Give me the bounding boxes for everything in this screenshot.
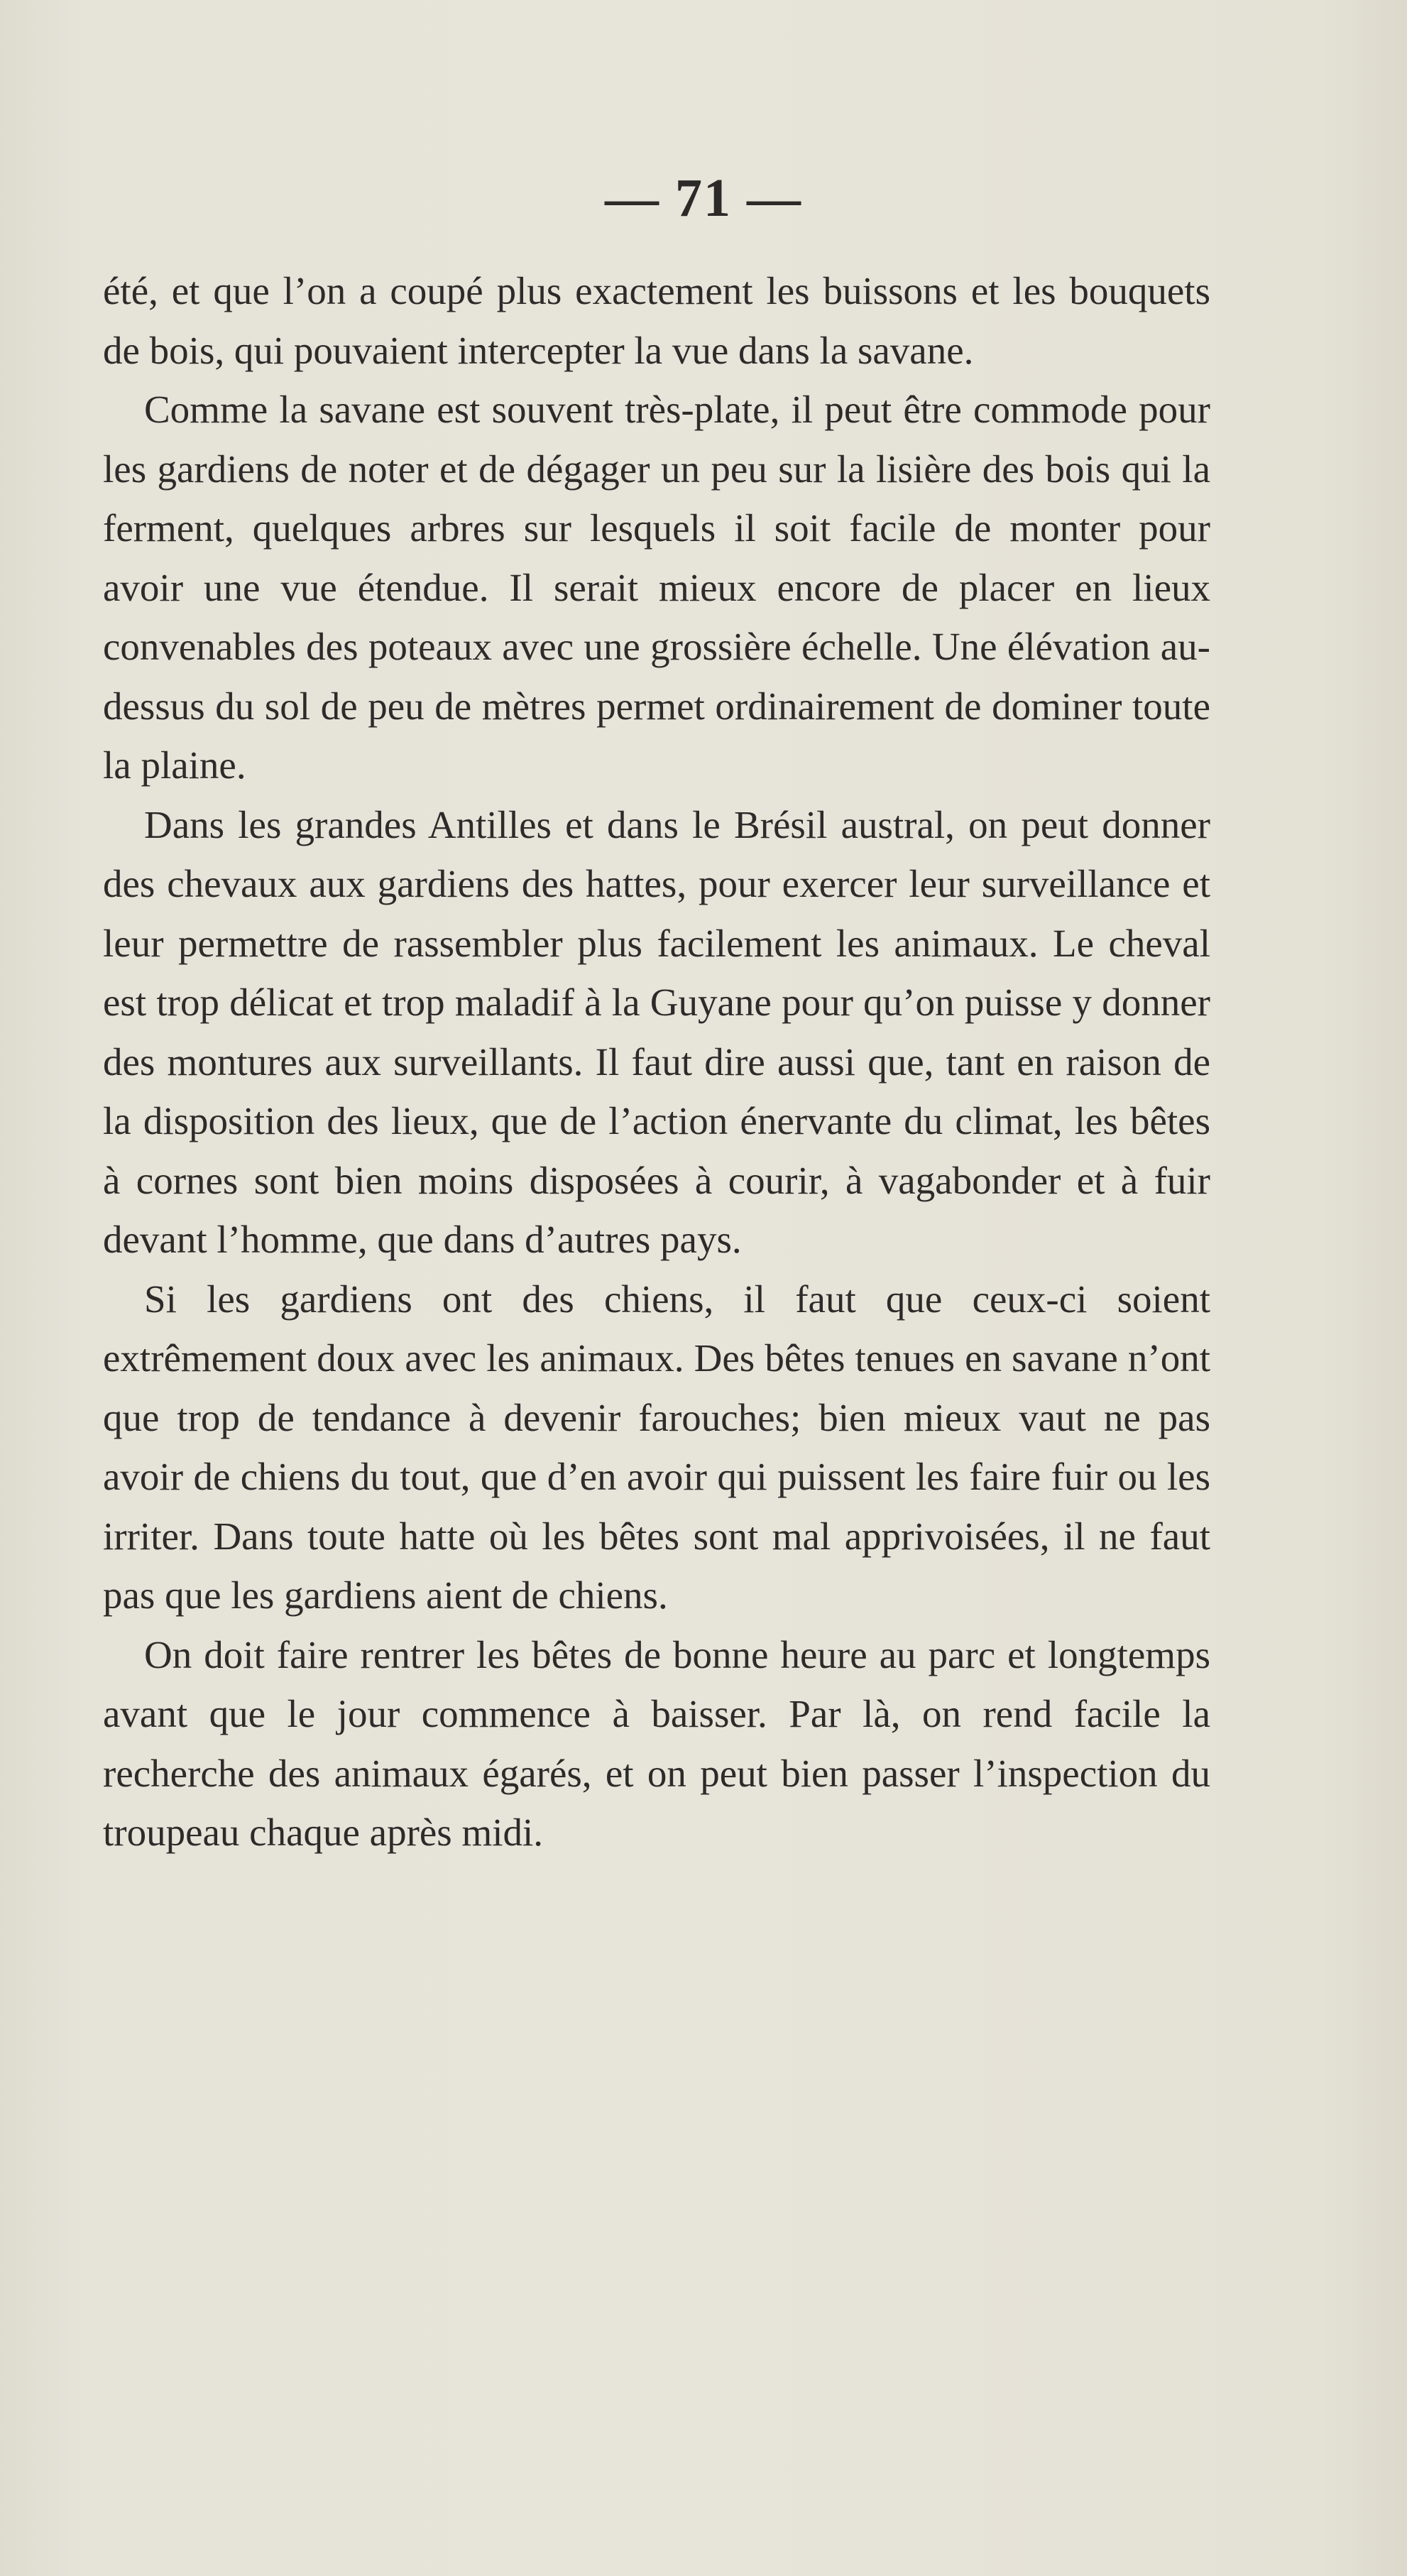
paragraph-5: On doit faire rentrer les bêtes de bonne heure au parc et longtemps avant que le jour commence à baisser. Par là, on rend facile la recherche des animaux égarés, et on peut bien passer l’inspection du troupeau chaque après midi. xyxy=(103,1632,1210,1854)
paragraph-2: Comme la savane est souvent très-plate, il peut être commode pour les gardiens de noter et de dégager un peu sur la lisière des bois qui la ferment, quelques arbres sur lesquels il soit facile de monter pour avoir une vue étendue. Il serait mieux encore de placer en lieux convenables des poteaux avec une grossière échelle. Une élévation au-dessus du sol de peu de mètres permet ordinairement de dominer toute la plaine. xyxy=(103,388,1210,787)
paragraph-4: Si les gardiens ont des chiens, il faut que ceux-ci soient extrêmement doux avec les animaux. Des bêtes tenues en savane n’ont que trop de tendance à devenir farouches; bien mieux vaut ne pas avoir de chiens du tout, que d’en avoir qui puissent les faire fuir ou les irriter. Dans toute hatte où les bêtes sont mal apprivoisées, il ne faut pas que les gardiens aient de chiens. xyxy=(103,1277,1210,1617)
body-text xyxy=(103,261,1210,1862)
page-number: — 71 — xyxy=(605,168,802,228)
paragraph-1: été, et que l’on a coupé plus exactement les buissons et les bouquets de bois, qui pouvaient intercepter la vue dans la savane. xyxy=(103,269,1210,372)
paragraph-3: Dans les grandes Antilles et dans le Brésil austral, on peut donner des chevaux aux gardiens des hattes, pour exercer leur surveillance et leur permettre de rassembler plus facilement les animaux. Le cheval est trop délicat et trop maladif à la Guyane pour qu’on puisse y donner des montures aux surveillants. Il faut dire aussi que, tant en raison de la disposition des lieux, que de l’action énervante du climat, les bêtes à cornes sont bien moins disposées à courir, à vagabonder et à fuir devant l’homme, que dans d’autres pays. xyxy=(103,802,1210,1261)
